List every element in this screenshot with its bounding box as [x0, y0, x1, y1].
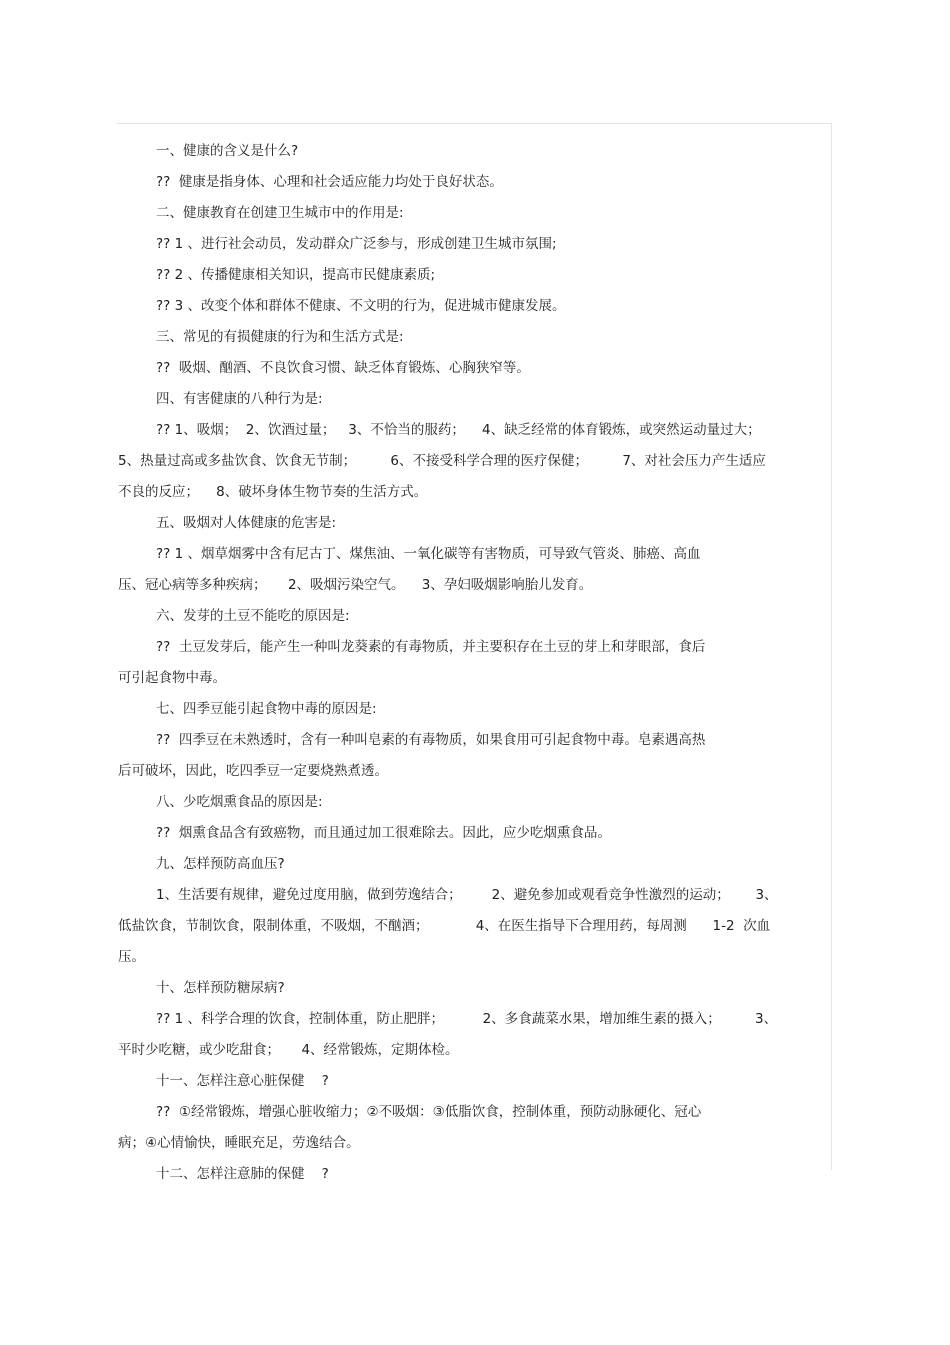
paragraph-line: ?? 3 、改变个体和群体不健康、不文明的行为，促进城市健康发展。 — [156, 298, 566, 314]
paragraph-line: 病；④心情愉快，睡眠充足，劳逸结合。 — [118, 1135, 360, 1151]
section-heading: 九、怎样预防高血压? — [156, 856, 285, 872]
section-heading: 十二、怎样注意肺的保健 ? — [156, 1166, 329, 1182]
paragraph-line: ?? 烟熏食品含有致癌物，而且通过加工很难除去。因此，应少吃烟熏食品。 — [156, 825, 611, 841]
paragraph-line: ?? 1、吸烟； 2、饮酒过量； 3、不恰当的服药； 4、缺乏经常的体育锻炼，或突然运动量过大； — [156, 422, 761, 438]
paragraph-line: ?? 土豆发芽后，能产生一种叫龙葵素的有毒物质，并主要积存在土豆的芽上和芽眼部，食后 — [156, 639, 706, 655]
paragraph-line: ?? 2 、传播健康相关知识，提高市民健康素质; — [156, 267, 436, 283]
document-body — [118, 136, 834, 1190]
paragraph-line: 压、冠心病等多种疾病； 2、吸烟污染空气。 3、孕妇吸烟影响胎儿发育。 — [118, 577, 593, 593]
paragraph-line: 1、生活要有规律，避免过度用脑，做到劳逸结合； 2、避免参加或观看竞争性激烈的运动； 3、 — [156, 887, 778, 903]
paragraph-line: ?? 1 、进行社会动员，发动群众广泛参与，形成创建卫生城市氛围; — [156, 236, 557, 252]
section-heading: 四、有害健康的八种行为是: — [156, 391, 323, 407]
paragraph-line: 后可破坏，因此，吃四季豆一定要烧熟煮透。 — [118, 763, 388, 779]
section-heading: 二、健康教育在创建卫生城市中的作用是: — [156, 205, 404, 221]
paragraph-line: ?? 1 、烟草烟雾中含有尼古丁、煤焦油、一氧化碳等有害物质，可导致气管炎、肺癌、高血 — [156, 546, 701, 562]
section-heading: 三、常见的有损健康的行为和生活方式是: — [156, 329, 404, 345]
section-heading: 五、吸烟对人体健康的危害是: — [156, 515, 337, 531]
section-heading: 十、怎样预防糖尿病? — [156, 980, 285, 996]
paragraph-line: 低盐饮食，节制饮食，限制体重，不吸烟，不酗酒； 4、在医生指导下合理用药，每周测 1-2 次血 — [118, 918, 771, 934]
paragraph-line: 不良的反应； 8、破坏身体生物节奏的生活方式。 — [118, 484, 428, 500]
paragraph-line: ?? 健康是指身体、心理和社会适应能力均处于良好状态。 — [156, 174, 503, 190]
paragraph-line: 平时少吃糖，或少吃甜食； 4、经常锻炼，定期体检。 — [118, 1042, 459, 1058]
paragraph-line: 压。 — [118, 949, 145, 965]
paragraph-line: ?? 1 、科学合理的饮食，控制体重，防止肥胖； 2、多食蔬菜水果，增加维生素的摄入； 3、 — [156, 1011, 778, 1027]
paragraph-line: 5、热量过高或多盐饮食、饮食无节制； 6、不接受科学合理的医疗保健； 7、对社会压力产生适应 — [118, 453, 766, 469]
paragraph-line: ?? 吸烟、酗酒、不良饮食习惯、缺乏体育锻炼、心胸狭窄等。 — [156, 360, 530, 376]
paragraph-line: ?? ①经常锻炼，增强心脏收缩力；②不吸烟：③低脂饮食，控制体重，预防动脉硬化、冠心 — [156, 1104, 702, 1120]
section-heading: 八、少吃烟熏食品的原因是: — [156, 794, 323, 810]
paragraph-line: ?? 四季豆在未熟透时，含有一种叫皂素的有毒物质，如果食用可引起食物中毒。皂素遇高热 — [156, 732, 706, 748]
section-heading: 十一、怎样注意心脏保健 ? — [156, 1073, 329, 1089]
section-heading: 七、四季豆能引起食物中毒的原因是: — [156, 701, 377, 717]
section-heading: 六、发芽的土豆不能吃的原因是: — [156, 608, 350, 624]
paragraph-line: 可引起食物中毒。 — [118, 670, 226, 686]
section-heading: 一、健康的含义是什么? — [156, 143, 299, 159]
